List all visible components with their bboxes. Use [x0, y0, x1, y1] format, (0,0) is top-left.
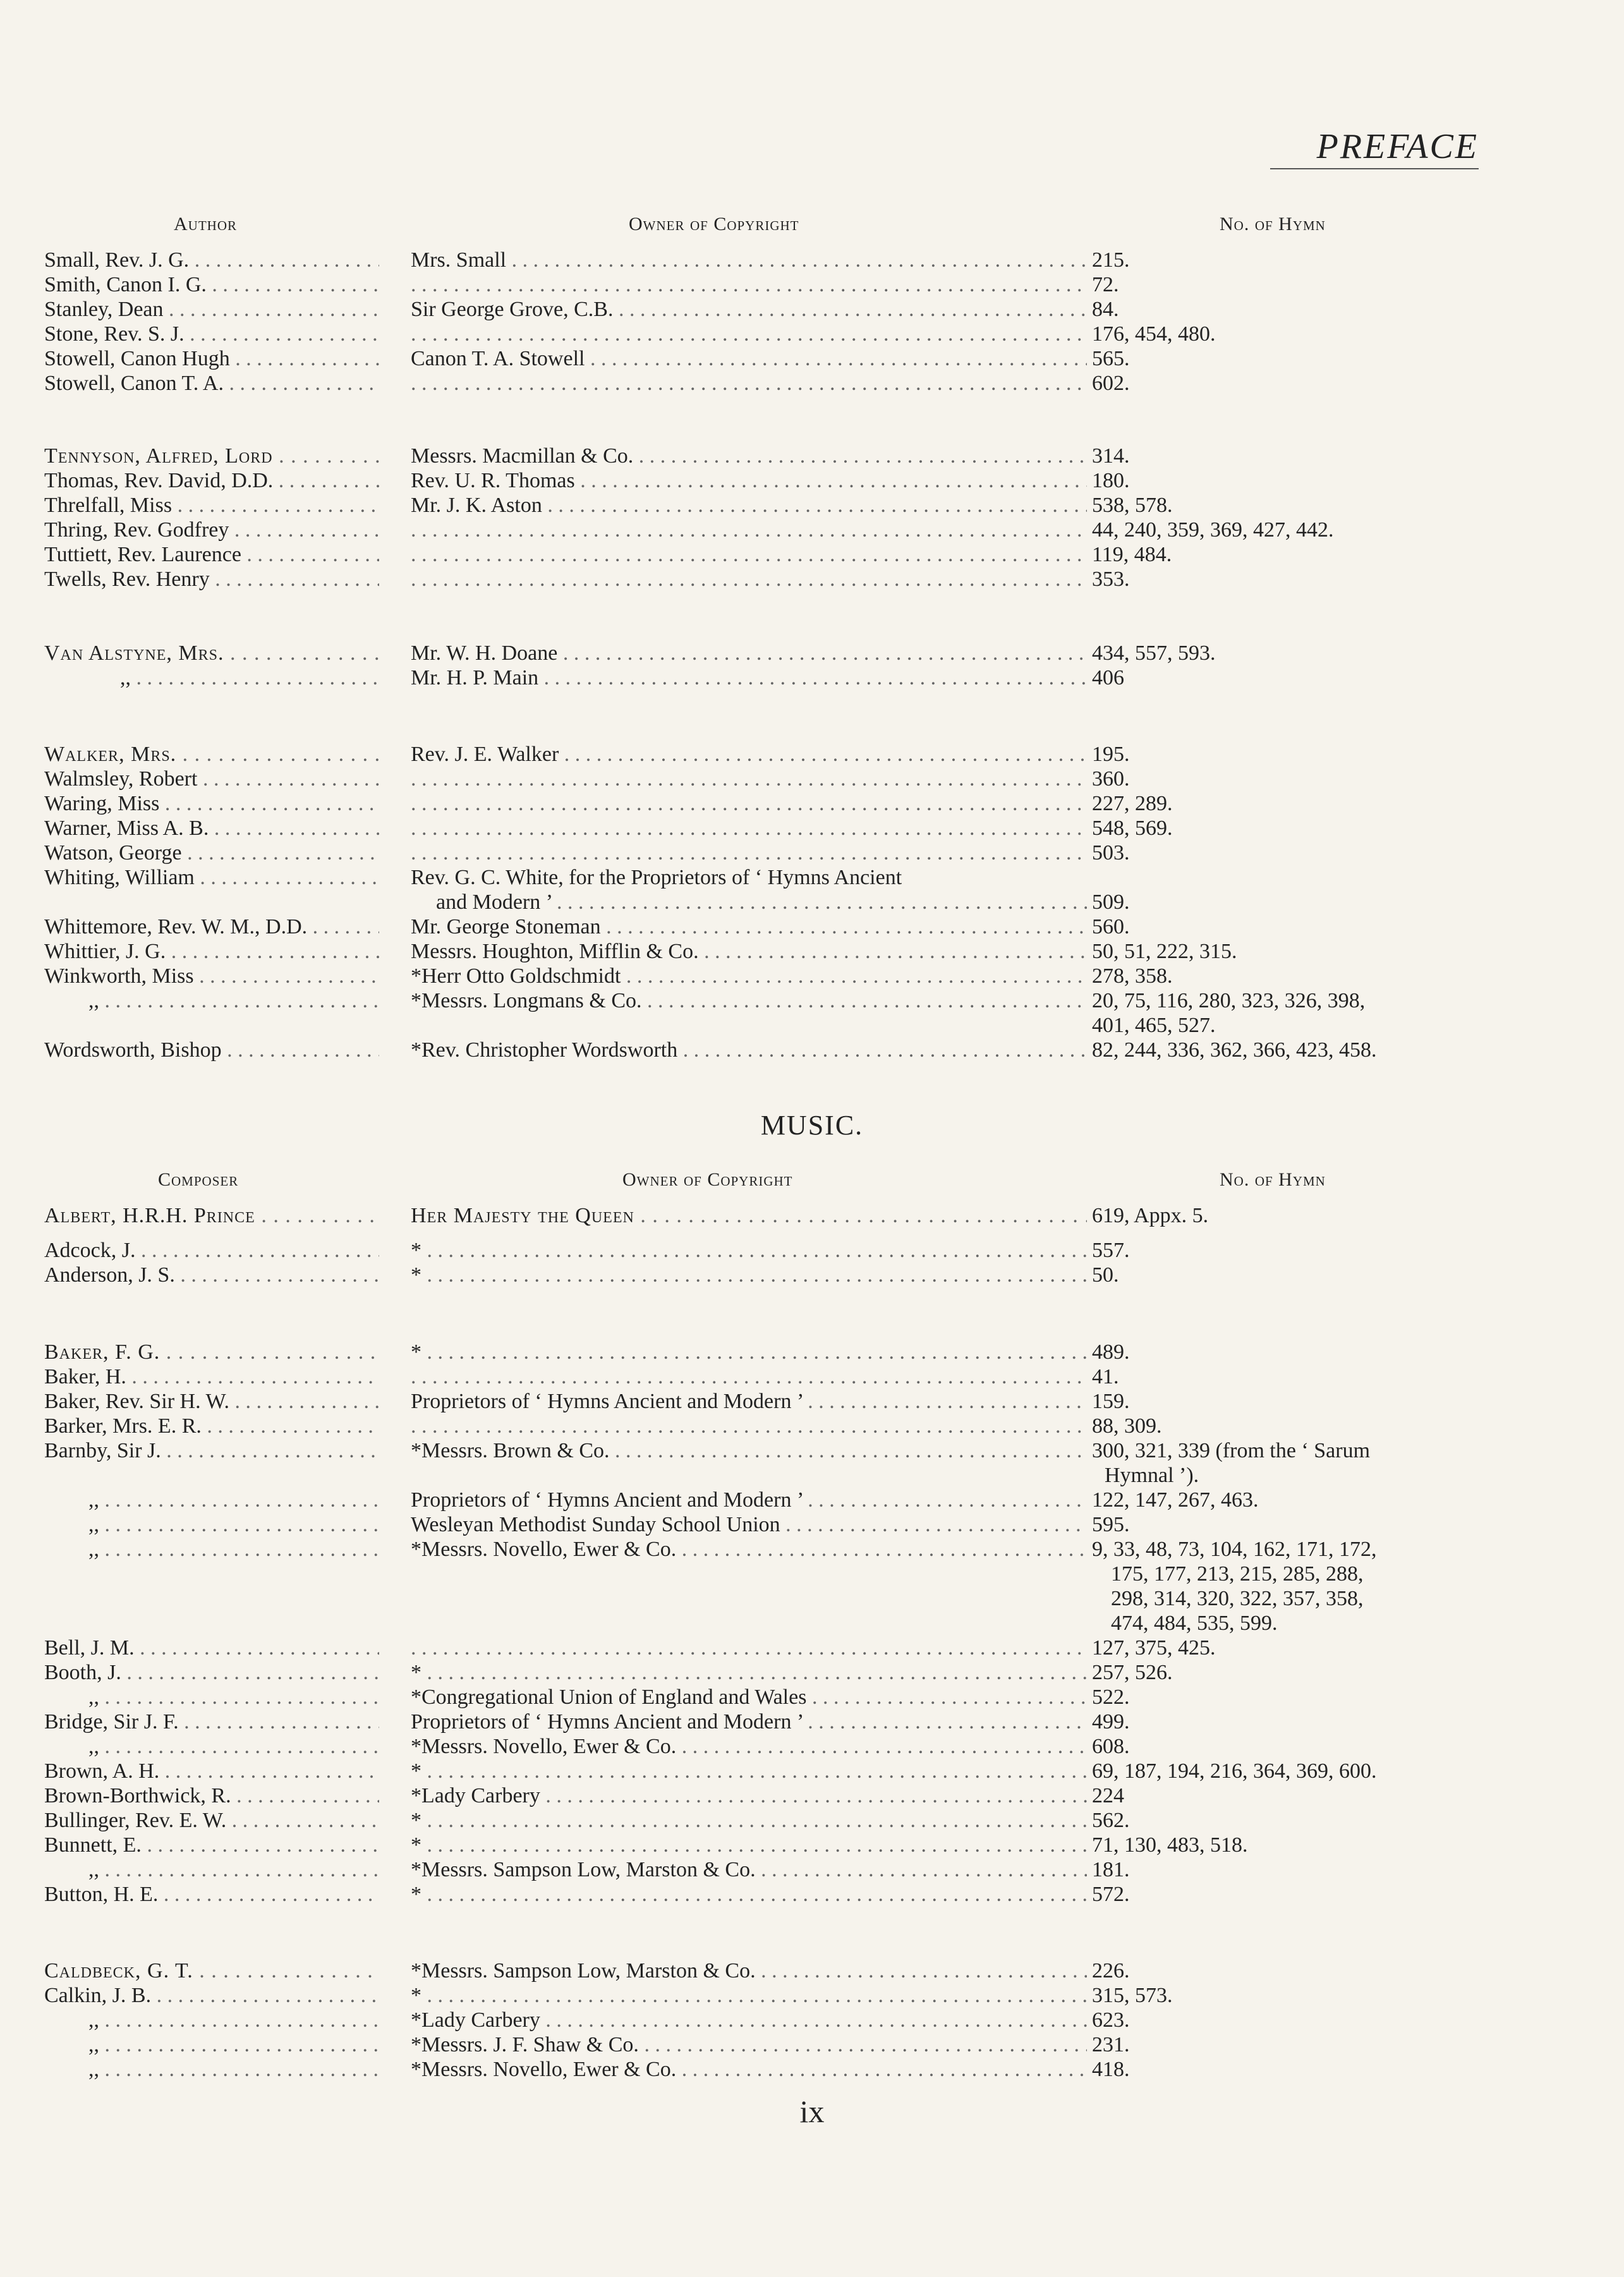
table-row — [0, 1759, 1624, 1785]
owner-cell: Proprietors of ‘ Hymns Ancient and Modern ’ . . . — [411, 1390, 1087, 1414]
hymn-cell: 595. — [1092, 1513, 1130, 1536]
composer-cell: Anderson, J. S. . . . — [44, 1263, 379, 1287]
owner-cell — [411, 372, 1087, 396]
hymn-cell: 88, 309. — [1092, 1414, 1162, 1438]
composer-cell: Albert, H.R.H. Prince . . . — [44, 1204, 379, 1228]
table-row — [0, 494, 1624, 519]
author-cell: Small, Rev. J. G. . . . — [44, 248, 379, 272]
owner-cell: Messrs. Houghton, Mifflin & Co. . . . — [411, 940, 1087, 964]
author-cell: Whiting, William . . . — [44, 866, 379, 890]
table-row — [0, 1340, 1624, 1366]
table-row — [0, 1390, 1624, 1415]
owner-column-header: Owner of Copyright — [629, 214, 799, 234]
composer-cell: Brown, A. H. . . . — [44, 1759, 379, 1783]
hymn-cell: 72. — [1092, 273, 1119, 296]
hymn-cell: 315, 573. — [1092, 1984, 1173, 2007]
table-row — [0, 1984, 1624, 2009]
owner-cell: * . . . — [411, 1661, 1087, 1685]
hymn-column-header: No. of Hymn — [1220, 214, 1326, 234]
hymn-cell: 195. — [1092, 743, 1130, 766]
owner-cell: * . . . — [411, 1263, 1087, 1287]
owner-cell: * . . . — [411, 1340, 1087, 1364]
table-row — [0, 1414, 1624, 1440]
page-header-title: PREFACE — [1270, 126, 1479, 169]
author-cell: Winkworth, Miss . . . — [44, 964, 379, 988]
owner-cell: Messrs. Macmillan & Co. . . . — [411, 444, 1087, 468]
owner-cell — [411, 273, 1087, 297]
table-row — [0, 641, 1624, 667]
hymn-cell: 50. — [1092, 1263, 1119, 1287]
hymn-cell: 180. — [1092, 469, 1130, 492]
hymn-cell: 82, 244, 336, 362, 366, 423, 458. — [1092, 1038, 1377, 1062]
table-row — [0, 1809, 1624, 1834]
table-row — [0, 1833, 1624, 1859]
author-cell: Whittier, J. G. . . . — [44, 940, 379, 964]
author-cell: Whittemore, Rev. W. M., D.D. . . . — [44, 915, 379, 939]
owner-cell — [411, 1414, 1087, 1438]
table-row — [0, 1263, 1624, 1289]
hymn-cell: 257, 526. — [1092, 1661, 1173, 1684]
owner-cell: Proprietors of ‘ Hymns Ancient and Modern ’ . . . — [411, 1488, 1087, 1512]
hymn-cell: 557. — [1092, 1239, 1130, 1262]
table-row — [0, 1204, 1624, 1229]
table-row — [0, 273, 1624, 298]
hymn-cell: 9, 33, 48, 73, 104, 162, 171, 172, — [1092, 1538, 1377, 1561]
composer-column-header: Composer — [158, 1169, 239, 1190]
hymn-cell: 278, 358. — [1092, 964, 1173, 988]
hymn-cell: 509. — [1092, 890, 1130, 914]
table-row — [0, 1661, 1624, 1686]
owner-cell: * . . . — [411, 1833, 1087, 1857]
table-row — [0, 989, 1624, 1014]
table-row — [0, 322, 1624, 348]
author-cell: Warner, Miss A. B. . . . — [44, 817, 379, 841]
composer-cell: ,, . . . — [44, 1735, 379, 1759]
hymn-cell: 608. — [1092, 1735, 1130, 1758]
author-cell: Walker, Mrs. . . . — [44, 743, 379, 767]
owner-cell: * . . . — [411, 1759, 1087, 1783]
owner-cell — [411, 841, 1087, 865]
composer-cell: Baker, F. G. . . . — [44, 1340, 379, 1364]
table-row — [0, 1612, 1624, 1637]
hymn-cell: 71, 130, 483, 518. — [1092, 1833, 1248, 1857]
table-row — [0, 1710, 1624, 1735]
composer-cell: ,, . . . — [44, 2008, 379, 2032]
composer-cell: ,, . . . — [44, 1513, 379, 1537]
table-row — [0, 2058, 1624, 2083]
author-cell: Van Alstyne, Mrs. . . . — [44, 641, 379, 665]
hymn-cell: 619, Appx. 5. — [1092, 1204, 1209, 1227]
table-row — [0, 372, 1624, 397]
author-cell: Waring, Miss . . . — [44, 792, 379, 816]
table-row — [0, 1464, 1624, 1489]
owner-cell: * . . . — [411, 1239, 1087, 1263]
hymn-cell: 503. — [1092, 841, 1130, 865]
hymn-cell: 572. — [1092, 1883, 1130, 1906]
hymn-cell: 298, 314, 320, 322, 357, 358, — [1111, 1587, 1364, 1610]
hymn-cell: 353. — [1092, 568, 1130, 591]
composer-cell: Barker, Mrs. E. R. . . . — [44, 1414, 379, 1438]
owner-cell: *Lady Carbery . . . — [411, 1784, 1087, 1808]
table-row — [0, 666, 1624, 691]
composer-cell: ,, . . . — [44, 1538, 379, 1562]
author-cell: Walmsley, Robert . . . — [44, 767, 379, 791]
owner-cell: Mrs. Small . . . — [411, 248, 1087, 272]
composer-cell: Barnby, Sir J. . . . — [44, 1439, 379, 1463]
owner-cell: Rev. G. C. White, for the Proprietors of ‘ Hymns Ancient — [411, 866, 902, 889]
author-cell: Threlfall, Miss . . . — [44, 494, 379, 518]
author-cell: Stone, Rev. S. J. . . . — [44, 322, 379, 346]
owner-cell — [411, 518, 1087, 542]
author-cell: Stanley, Dean . . . — [44, 298, 379, 322]
author-cell: Smith, Canon I. G. . . . — [44, 273, 379, 297]
table-row — [0, 1636, 1624, 1661]
table-row — [0, 964, 1624, 990]
hymn-cell: 226. — [1092, 1959, 1130, 1983]
composer-cell: Adcock, J. . . . — [44, 1239, 379, 1263]
hymn-cell: 499. — [1092, 1710, 1130, 1734]
owner-cell: Sir George Grove, C.B. . . . — [411, 298, 1087, 322]
table-row — [0, 444, 1624, 470]
table-row — [0, 940, 1624, 965]
owner-cell: Mr. H. P. Main . . . — [411, 666, 1087, 690]
hymn-cell: 360. — [1092, 767, 1130, 791]
author-column-header: Author — [174, 214, 237, 234]
hymn-cell: 50, 51, 222, 315. — [1092, 940, 1237, 963]
table-row — [0, 1735, 1624, 1760]
owner-cell: *Congregational Union of England and Wales . . . — [411, 1685, 1087, 1709]
composer-cell: Bullinger, Rev. E. W. . . . — [44, 1809, 379, 1833]
hymn-cell: 602. — [1092, 372, 1130, 395]
owner-cell: Wesleyan Methodist Sunday School Union . . . — [411, 1513, 1087, 1537]
table-row — [0, 248, 1624, 274]
author-cell: Thring, Rev. Godfrey . . . — [44, 518, 379, 542]
author-cell: Twells, Rev. Henry . . . — [44, 568, 379, 592]
hymn-cell: 434, 557, 593. — [1092, 641, 1216, 665]
table-row — [0, 915, 1624, 940]
owner-cell — [411, 1365, 1087, 1389]
table-row — [0, 1685, 1624, 1711]
table-row — [0, 1538, 1624, 1563]
owner-cell: *Messrs. Novello, Ewer & Co. . . . — [411, 2058, 1087, 2082]
hymn-cell: 176, 454, 480. — [1092, 322, 1216, 346]
hymn-cell: 69, 187, 194, 216, 364, 369, 600. — [1092, 1759, 1377, 1783]
composer-cell: Caldbeck, G. T. . . . — [44, 1959, 379, 1983]
table-row — [0, 1858, 1624, 1883]
hymn-cell: 20, 75, 116, 280, 323, 326, 398, — [1092, 989, 1366, 1012]
table-row — [0, 298, 1624, 323]
owner-cell: * . . . — [411, 1809, 1087, 1833]
hymn-cell: 538, 578. — [1092, 494, 1173, 517]
owner-cell — [411, 1636, 1087, 1660]
owner-cell — [411, 322, 1087, 346]
hymn-cell: 215. — [1092, 248, 1130, 272]
table-row — [0, 518, 1624, 543]
hymn-cell: 127, 375, 425. — [1092, 1636, 1216, 1660]
table-row — [0, 767, 1624, 792]
table-row — [0, 817, 1624, 842]
owner-cell: Canon T. A. Stowell . . . — [411, 347, 1087, 371]
owner-cell — [411, 792, 1087, 816]
table-row — [0, 347, 1624, 372]
table-row — [0, 1014, 1624, 1039]
table-row — [0, 890, 1624, 916]
author-cell: ,, . . . — [44, 989, 379, 1013]
hymn-cell: 560. — [1092, 915, 1130, 938]
hymn-cell: 401, 465, 527. — [1092, 1014, 1216, 1037]
hymn-cell: 418. — [1092, 2058, 1130, 2081]
composer-cell: Button, H. E. . . . — [44, 1883, 379, 1907]
author-cell: Tuttiett, Rev. Laurence . . . — [44, 543, 379, 567]
composer-cell: Bunnett, E. . . . — [44, 1833, 379, 1857]
owner-cell: *Messrs. Longmans & Co. . . . — [411, 989, 1087, 1013]
table-row — [0, 1562, 1624, 1588]
author-cell: Watson, George . . . — [44, 841, 379, 865]
hymn-cell: 474, 484, 535, 599. — [1111, 1612, 1278, 1635]
table-row — [0, 1883, 1624, 1908]
hymn-column-header: No. of Hymn — [1220, 1169, 1326, 1190]
hymn-cell: 562. — [1092, 1809, 1130, 1832]
table-row — [0, 469, 1624, 494]
table-row — [0, 2033, 1624, 2058]
author-cell: Stowell, Canon Hugh . . . — [44, 347, 379, 371]
owner-cell: *Messrs. Sampson Low, Marston & Co. . . . — [411, 1959, 1087, 1983]
music-section-title: MUSIC. — [760, 1110, 864, 1141]
composer-cell: Baker, Rev. Sir H. W. . . . — [44, 1390, 379, 1414]
table-row — [0, 1365, 1624, 1390]
owner-cell — [411, 817, 1087, 841]
owner-cell: Mr. George Stoneman . . . — [411, 915, 1087, 939]
owner-cell — [411, 568, 1087, 592]
owner-cell: *Messrs. Novello, Ewer & Co. . . . — [411, 1735, 1087, 1759]
composer-cell: ,, . . . — [44, 1488, 379, 1512]
composer-cell: ,, . . . — [44, 2058, 379, 2082]
table-row — [0, 2008, 1624, 2034]
author-cell: ,, . . . — [44, 666, 379, 690]
table-row — [0, 1784, 1624, 1809]
composer-cell: Baker, H. . . . — [44, 1365, 379, 1389]
owner-cell: Her Majesty the Queen . . . — [411, 1204, 1087, 1228]
hymn-cell: 122, 147, 267, 463. — [1092, 1488, 1259, 1512]
owner-cell — [411, 767, 1087, 791]
table-row — [0, 1959, 1624, 1984]
owner-cell: *Messrs. Novello, Ewer & Co. . . . — [411, 1538, 1087, 1562]
owner-cell: Rev. U. R. Thomas . . . — [411, 469, 1087, 493]
table-row — [0, 866, 1624, 891]
owner-cell: Proprietors of ‘ Hymns Ancient and Modern ’ . . . — [411, 1710, 1087, 1734]
table-row — [0, 743, 1624, 768]
composer-cell: Booth, J. . . . — [44, 1661, 379, 1685]
composer-cell: ,, . . . — [44, 1685, 379, 1709]
hymn-cell: 314. — [1092, 444, 1130, 468]
author-cell: Wordsworth, Bishop . . . — [44, 1038, 379, 1062]
author-cell: Tennyson, Alfred, Lord . . . — [44, 444, 379, 468]
table-row — [0, 1038, 1624, 1064]
hymn-cell: 159. — [1092, 1390, 1130, 1413]
hymn-cell: 119, 484. — [1092, 543, 1172, 566]
owner-cell: and Modern ’ . . . — [411, 890, 1087, 914]
owner-cell: *Messrs. Brown & Co. . . . — [411, 1439, 1087, 1463]
hymn-cell: 406 — [1092, 666, 1124, 689]
hymn-cell: 181. — [1092, 1858, 1130, 1881]
owner-cell: Rev. J. E. Walker . . . — [411, 743, 1087, 767]
composer-cell: Bridge, Sir J. F. . . . — [44, 1710, 379, 1734]
table-row — [0, 1439, 1624, 1464]
hymn-cell: 489. — [1092, 1340, 1130, 1364]
owner-cell: Mr. W. H. Doane . . . — [411, 641, 1087, 665]
table-row — [0, 841, 1624, 866]
hymn-cell: Hymnal ’). — [1105, 1464, 1199, 1487]
table-row — [0, 1587, 1624, 1612]
hymn-cell: 44, 240, 359, 369, 427, 442. — [1092, 518, 1334, 542]
hymn-cell: 548, 569. — [1092, 817, 1173, 840]
owner-cell: * . . . — [411, 1883, 1087, 1907]
composer-cell: Calkin, J. B. . . . — [44, 1984, 379, 2008]
owner-cell: *Lady Carbery . . . — [411, 2008, 1087, 2032]
hymn-cell: 565. — [1092, 347, 1130, 370]
owner-cell: *Messrs. Sampson Low, Marston & Co. . . . — [411, 1858, 1087, 1882]
table-row — [0, 792, 1624, 817]
table-row — [0, 1239, 1624, 1264]
owner-cell — [411, 543, 1087, 567]
table-row — [0, 568, 1624, 593]
composer-cell: Bell, J. M. . . . — [44, 1636, 379, 1660]
table-row — [0, 1513, 1624, 1538]
owner-cell: *Messrs. J. F. Shaw & Co. . . . — [411, 2033, 1087, 2057]
table-row — [0, 543, 1624, 568]
page-number: ix — [799, 2094, 825, 2129]
hymn-cell: 623. — [1092, 2008, 1130, 2032]
hymn-cell: 175, 177, 213, 215, 285, 288, — [1111, 1562, 1364, 1586]
hymn-cell: 231. — [1092, 2033, 1130, 2056]
hymn-cell: 224 — [1092, 1784, 1124, 1807]
hymn-cell: 522. — [1092, 1685, 1130, 1709]
table-row — [0, 1488, 1624, 1514]
hymn-cell: 84. — [1092, 298, 1119, 321]
composer-cell: ,, . . . — [44, 1858, 379, 1882]
composer-cell: Brown-Borthwick, R. . . . — [44, 1784, 379, 1808]
hymn-cell: 300, 321, 339 (from the ‘ Sarum — [1092, 1439, 1371, 1462]
owner-cell: * . . . — [411, 1984, 1087, 2008]
author-cell: Thomas, Rev. David, D.D. . . . — [44, 469, 379, 493]
author-cell: Stowell, Canon T. A. . . . — [44, 372, 379, 396]
composer-cell: ,, . . . — [44, 2033, 379, 2057]
owner-cell: *Herr Otto Goldschmidt . . . — [411, 964, 1087, 988]
owner-cell: Mr. J. K. Aston . . . — [411, 494, 1087, 518]
owner-cell: *Rev. Christopher Wordsworth . . . — [411, 1038, 1087, 1062]
owner-column-header: Owner of Copyright — [622, 1169, 793, 1190]
hymn-cell: 41. — [1092, 1365, 1119, 1388]
hymn-cell: 227, 289. — [1092, 792, 1173, 815]
